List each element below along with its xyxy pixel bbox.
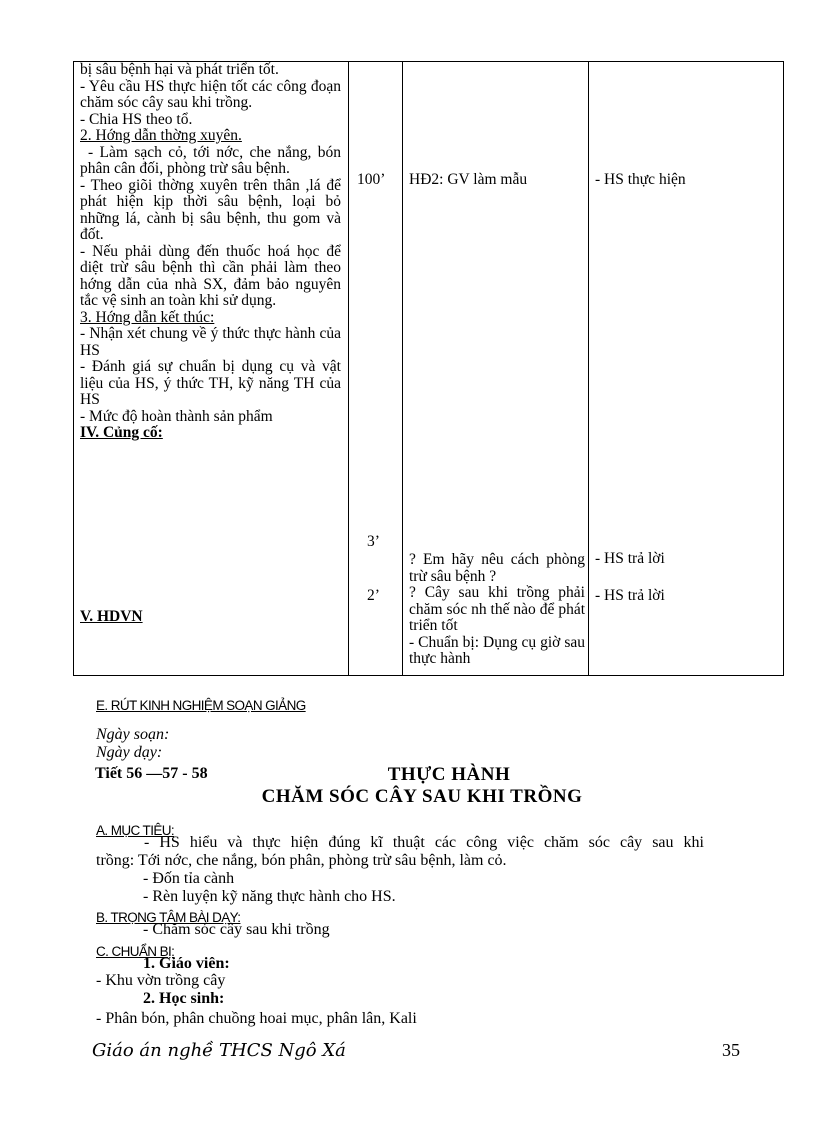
teacher-heading: 1. Giáo viên: [143, 955, 230, 972]
teacher-activity: - Chuẩn bị: Dụng cụ giờ sau thực hành [409, 633, 585, 667]
content-column [74, 62, 349, 676]
content-line: - Mức độ hoàn thành sản phẩm [80, 407, 273, 425]
teacher-column [403, 62, 589, 676]
objective-line: - Đốn tỉa cành [143, 870, 235, 887]
teacher-prep: - Khu vờn trồng cây [96, 972, 226, 989]
page-number: 35 [722, 1040, 740, 1060]
section-e-heading: E. RÚT KINH NGHIỆM SOẠN GIẢNG [96, 698, 306, 713]
time-value: 3’ [367, 533, 380, 550]
student-activity: - HS thực hiện [595, 171, 686, 188]
date-plan: Ngày soạn: [96, 726, 170, 743]
teacher-activity: ? Cây sau khi trồng phải chăm sóc nh thế nào để phát triển tốt [409, 584, 585, 634]
content-line: - Nếu phải dùng đến thuốc hoá học để diệt trừ sâu bệnh thì cần phải làm theo hớng dẫn của nhà SX, đảm bảo nguyên tắc vệ sinh an toàn khi sử dụng. [80, 242, 341, 309]
page-subtitle: CHĂM SÓC CÂY SAU KHI TRỒNG [261, 786, 583, 807]
time-value: 100’ [357, 171, 386, 188]
lesson-table [73, 61, 784, 676]
student-activity: - HS trả lời [595, 587, 665, 604]
student-activity: - HS trả lời [595, 550, 665, 567]
date-teach: Ngày dạy: [96, 744, 163, 761]
student-heading: 2. Học sinh: [143, 990, 225, 1007]
section4-heading: IV. Củng cố: [80, 424, 163, 441]
content-line: - Nhận xét chung về ý thức thực hành của HS [80, 325, 341, 359]
section3-heading: 3. Hớng dẫn kết thúc: [80, 308, 215, 326]
section-c-heading: C. CHUẨN BỊ: [96, 944, 175, 959]
section2-heading: 2. Hớng dẫn thờng xuyên. [80, 127, 242, 144]
page-title: THỰC HÀNH [387, 764, 511, 785]
objective-line: trồng: Tới nớc, che nắng, bón phân, phòng trừ sâu bệnh, làm cỏ. [96, 852, 507, 869]
content-line: - Chia HS theo tổ. [80, 110, 193, 128]
section-a-heading: A. MỤC TIÊU: [96, 823, 175, 838]
teacher-activity: HĐ2: GV làm mẫu [409, 171, 528, 188]
focus-text: - Chăm sóc cây sau khi trồng [143, 921, 330, 938]
content-line: - Làm sạch cỏ, tới nớc, che nắng, bón phân cân đối, phòng trừ sâu bệnh. [80, 143, 341, 177]
content-line: - Yêu cầu HS thực hiện tốt các công đoạn chăm sóc cây sau khi trồng. [80, 77, 341, 111]
section5-heading: V. HDVN [80, 608, 143, 625]
content-line: - Đánh giá sự chuẩn bị dụng cụ và vật liệu của HS, ý thức TH, kỹ năng TH của HS [80, 358, 341, 408]
student-column [589, 62, 784, 676]
footer-text: Giáo án nghề THCS Ngô Xá [92, 1040, 346, 1061]
objective-line: - Rèn luyện kỹ năng thực hành cho HS. [143, 888, 396, 905]
objective-line: - HS hiểu và thực hiện đúng kĩ thuật các công việc chăm sóc cây sau khi [144, 834, 704, 851]
teacher-activity: ? Em hãy nêu cách phòng trừ sâu bệnh ? [409, 551, 585, 585]
content-line: - Theo giõi thờng xuyên trên thân ,lá để phát hiện kịp thời sâu bệnh, loại bỏ những lá, cành bị sâu bệnh, thu gom và đốt. [80, 176, 341, 243]
time-column [349, 62, 403, 676]
content-line: bị sâu bệnh hại và phát triển tốt. [80, 61, 279, 78]
time-value: 2’ [367, 587, 380, 604]
section-b-heading: B. TRỌNG TÂM BÀI DẠY: [96, 910, 241, 925]
student-prep: - Phân bón, phân chuồng hoai mục, phân lân, Kali [96, 1010, 417, 1027]
lesson-number: Tiết 56 —57 - 58 [95, 765, 208, 782]
